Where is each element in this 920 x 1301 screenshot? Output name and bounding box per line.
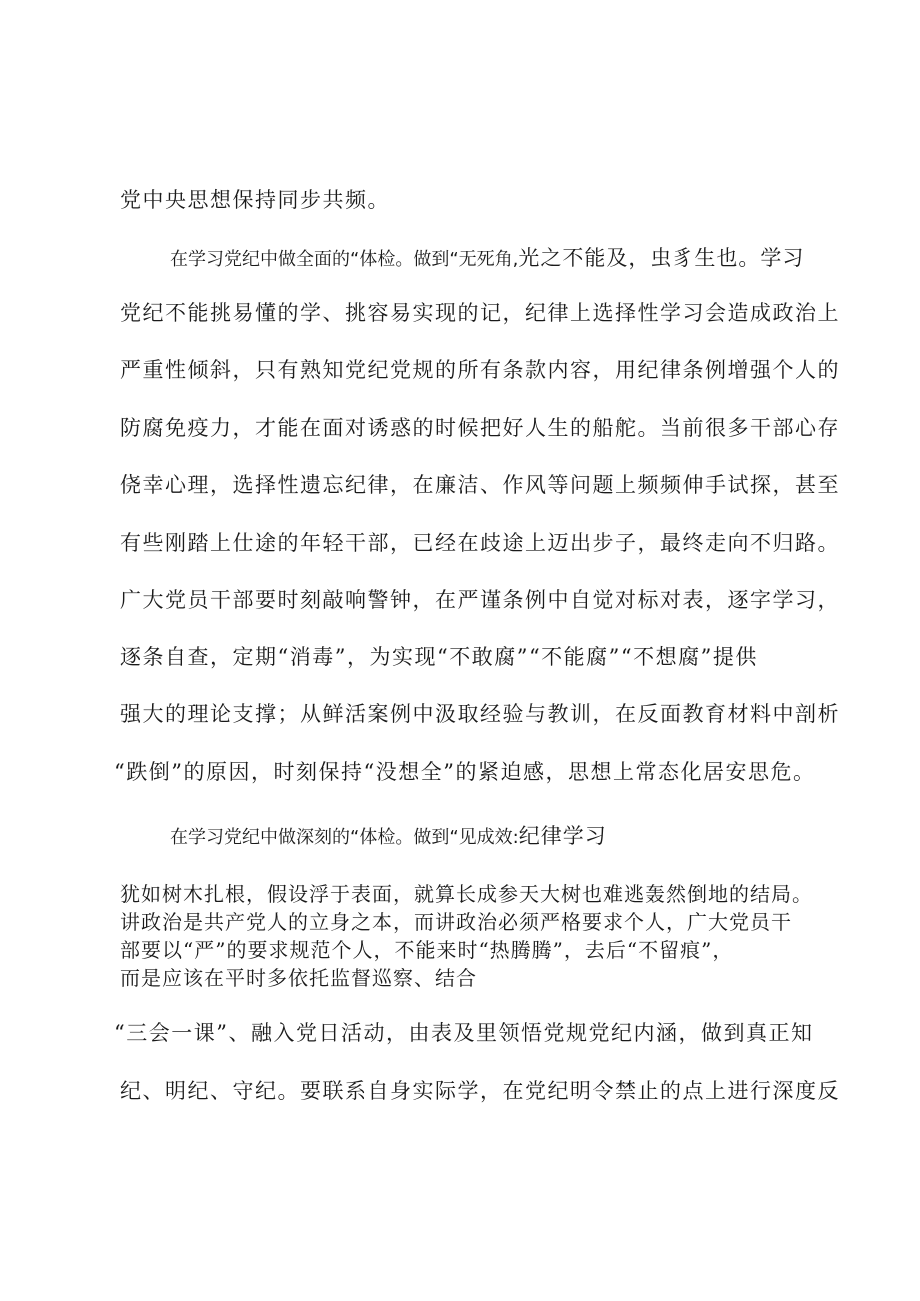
paragraph-line: 而是应该在平时多依托监督巡察、结合 (120, 966, 477, 990)
paragraph-line: 侥幸心理，选择性遗忘纪律，在廉洁、作风等问题上频频伸手试探，甚至 (120, 473, 840, 497)
paragraph-line: 讲政治是共产党人的立身之本，而讲政治必须严格要求个人，广大党员干 (120, 910, 792, 934)
paragraph-line: “三会一课”、融入党日活动，由表及里领悟党规党纪内涵，做到真正知 (114, 1021, 814, 1045)
section-heading (170, 820, 607, 850)
paragraph-line: 部要以“严”的要求规范个人，不能来时“热腾腾”，去后“不留痕”， (120, 938, 734, 962)
paragraph-line: 严重性倾斜，只有熟知党纪党规的所有条款内容，用纪律条例增强个人的 (120, 358, 840, 382)
paragraph-line: 逐条自查，定期“消毒”，为实现“不敢腐”“不能腐”“不想腐”提供 (120, 645, 758, 669)
paragraph-line: 纪、明纪、守纪。要联系自身实际学，在党纪明令禁止的点上进行深度反 (120, 1079, 840, 1103)
paragraph-line: 党中央思想保持同步共频。 (120, 188, 390, 212)
paragraph-line: 党纪不能挑易懂的学、挑容易实现的记，纪律上选择性学习会造成政治上 (120, 301, 840, 325)
section-heading-lead: 在学习党纪中做深刻的“体检。做到“见成效: (170, 827, 519, 848)
paragraph-line: 有些刚踏上仕途的年轻干部，已经在歧途上迈出步子，最终走向不归路。 (120, 531, 840, 555)
section-heading-rest: 纪律学习 (518, 824, 607, 848)
paragraph-line: 强大的理论支撑；从鲜活案例中汲取经验与教训，在反面教育材料中剖析 (120, 702, 840, 726)
section-heading-rest: 光之不能及，虫豸生也。学习 (518, 246, 805, 270)
paragraph-line: 防腐免疫力，才能在面对诱惑的时候把好人生的船舵。当前很多干部心存 (120, 416, 840, 440)
section-heading-lead: 在学习党纪中做全面的“体检。做到“无死角, (170, 249, 519, 270)
paragraph-line: 犹如树木扎根，假设浮于表面，就算长成参天大树也难逃轰然倒地的结局。 (120, 882, 813, 906)
section-heading (170, 242, 804, 272)
paragraph-line: “跌倒”的原因，时刻保持“没想全”的紧迫感，思想上常态化居安思危。 (114, 760, 816, 784)
paragraph-line: 广大党员干部要时刻敲响警钟，在严谨条例中自觉对标对表，逐字学习， (120, 588, 840, 612)
